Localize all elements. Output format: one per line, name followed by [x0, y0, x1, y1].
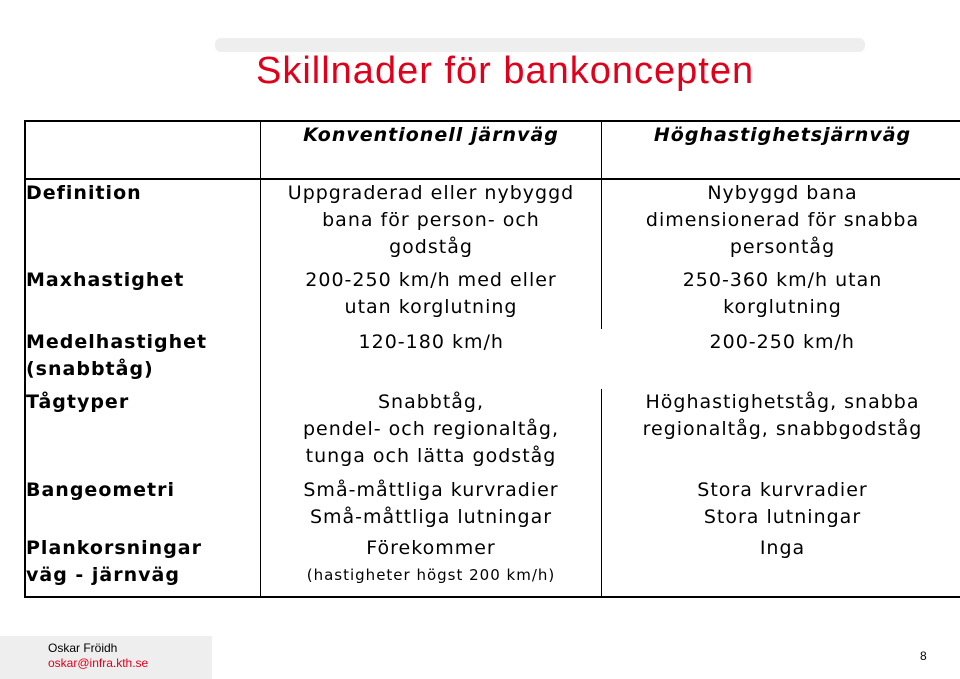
row-label — [25, 329, 261, 389]
cell-line: persontåg — [729, 236, 836, 258]
table-row — [25, 329, 960, 389]
row-label-line: Tågtyper — [26, 391, 130, 413]
cell-line: pendel- och regionaltåg, — [302, 418, 560, 440]
row-label-line: väg - järnväg — [26, 564, 180, 586]
header-conventional: Konventionell järnväg — [261, 121, 602, 179]
cell-highspeed — [602, 329, 960, 389]
table-row — [25, 477, 960, 535]
cell-line: tunga och lätta godståg — [305, 445, 557, 467]
header-highspeed: Höghastighetsjärnväg — [602, 121, 960, 179]
cell-highspeed — [602, 389, 960, 477]
row-label-line: Definition — [26, 182, 142, 204]
page-number: 8 — [920, 649, 927, 663]
comparison-table — [24, 120, 960, 598]
cell-line: Snabbtåg, — [377, 391, 485, 413]
cell-line: utan korglutning — [344, 296, 518, 318]
row-label — [25, 389, 261, 477]
cell-line: Inga — [759, 537, 806, 559]
header-row — [25, 121, 960, 179]
cell-line: godståg — [389, 236, 473, 258]
cell-line: bana för person- och — [322, 209, 540, 231]
cell-line: Små-måttliga kurvradier — [303, 479, 559, 501]
table-row — [25, 179, 960, 267]
cell-line: Förekommer — [366, 537, 496, 559]
slide-title: Skillnader för bankoncepten — [256, 50, 755, 92]
cell-line: Stora lutningar — [703, 506, 862, 528]
row-label-line: Maxhastighet — [26, 269, 185, 291]
cell-line: Stora kurvradier — [697, 479, 868, 501]
cell-conventional — [261, 477, 602, 535]
cell-conventional — [261, 267, 602, 329]
table-row — [25, 389, 960, 477]
row-label — [25, 477, 261, 535]
footer-author: Oskar Fröidh — [48, 641, 118, 655]
table-row — [25, 267, 960, 329]
cell-line: 200-250 km/h — [709, 331, 855, 353]
cell-conventional — [261, 329, 602, 389]
row-label-line: Bangeometri — [26, 479, 176, 501]
row-label — [25, 535, 261, 597]
cell-line: regionaltåg, snabbgodståg — [642, 418, 923, 440]
row-label — [25, 267, 261, 329]
footer-email: oskar@infra.kth.se — [48, 656, 149, 670]
cell-highspeed — [602, 179, 960, 267]
cell-highspeed — [602, 267, 960, 329]
cell-line: korglutning — [723, 296, 842, 318]
row-label-line: Plankorsningar — [26, 537, 203, 559]
cell-conventional — [261, 179, 602, 267]
cell-line: Små-måttliga lutningar — [309, 506, 553, 528]
cell-line: 120-180 km/h — [358, 331, 504, 353]
row-label-line: Medelhastighet — [26, 331, 208, 353]
table-row — [25, 535, 960, 597]
footer-band — [212, 636, 960, 679]
cell-conventional — [261, 389, 602, 477]
row-label — [25, 179, 261, 267]
cell-line: dimensionerad för snabba — [645, 209, 920, 231]
cell-line: Nybyggd bana — [707, 182, 858, 204]
cell-highspeed — [602, 535, 960, 597]
cell-conventional — [261, 535, 602, 597]
cell-highspeed — [602, 477, 960, 535]
cell-line: Uppgraderad eller nybyggd — [287, 182, 575, 204]
cell-line: 250-360 km/h utan — [682, 269, 883, 291]
cell-line: 200-250 km/h med eller — [305, 269, 557, 291]
header-corner — [25, 121, 261, 179]
row-label-line: (snabbtåg) — [26, 358, 154, 380]
cell-line: Höghastighetståg, snabba — [645, 391, 920, 413]
cell-note: (hastigheter högst 200 km/h) — [306, 566, 556, 584]
